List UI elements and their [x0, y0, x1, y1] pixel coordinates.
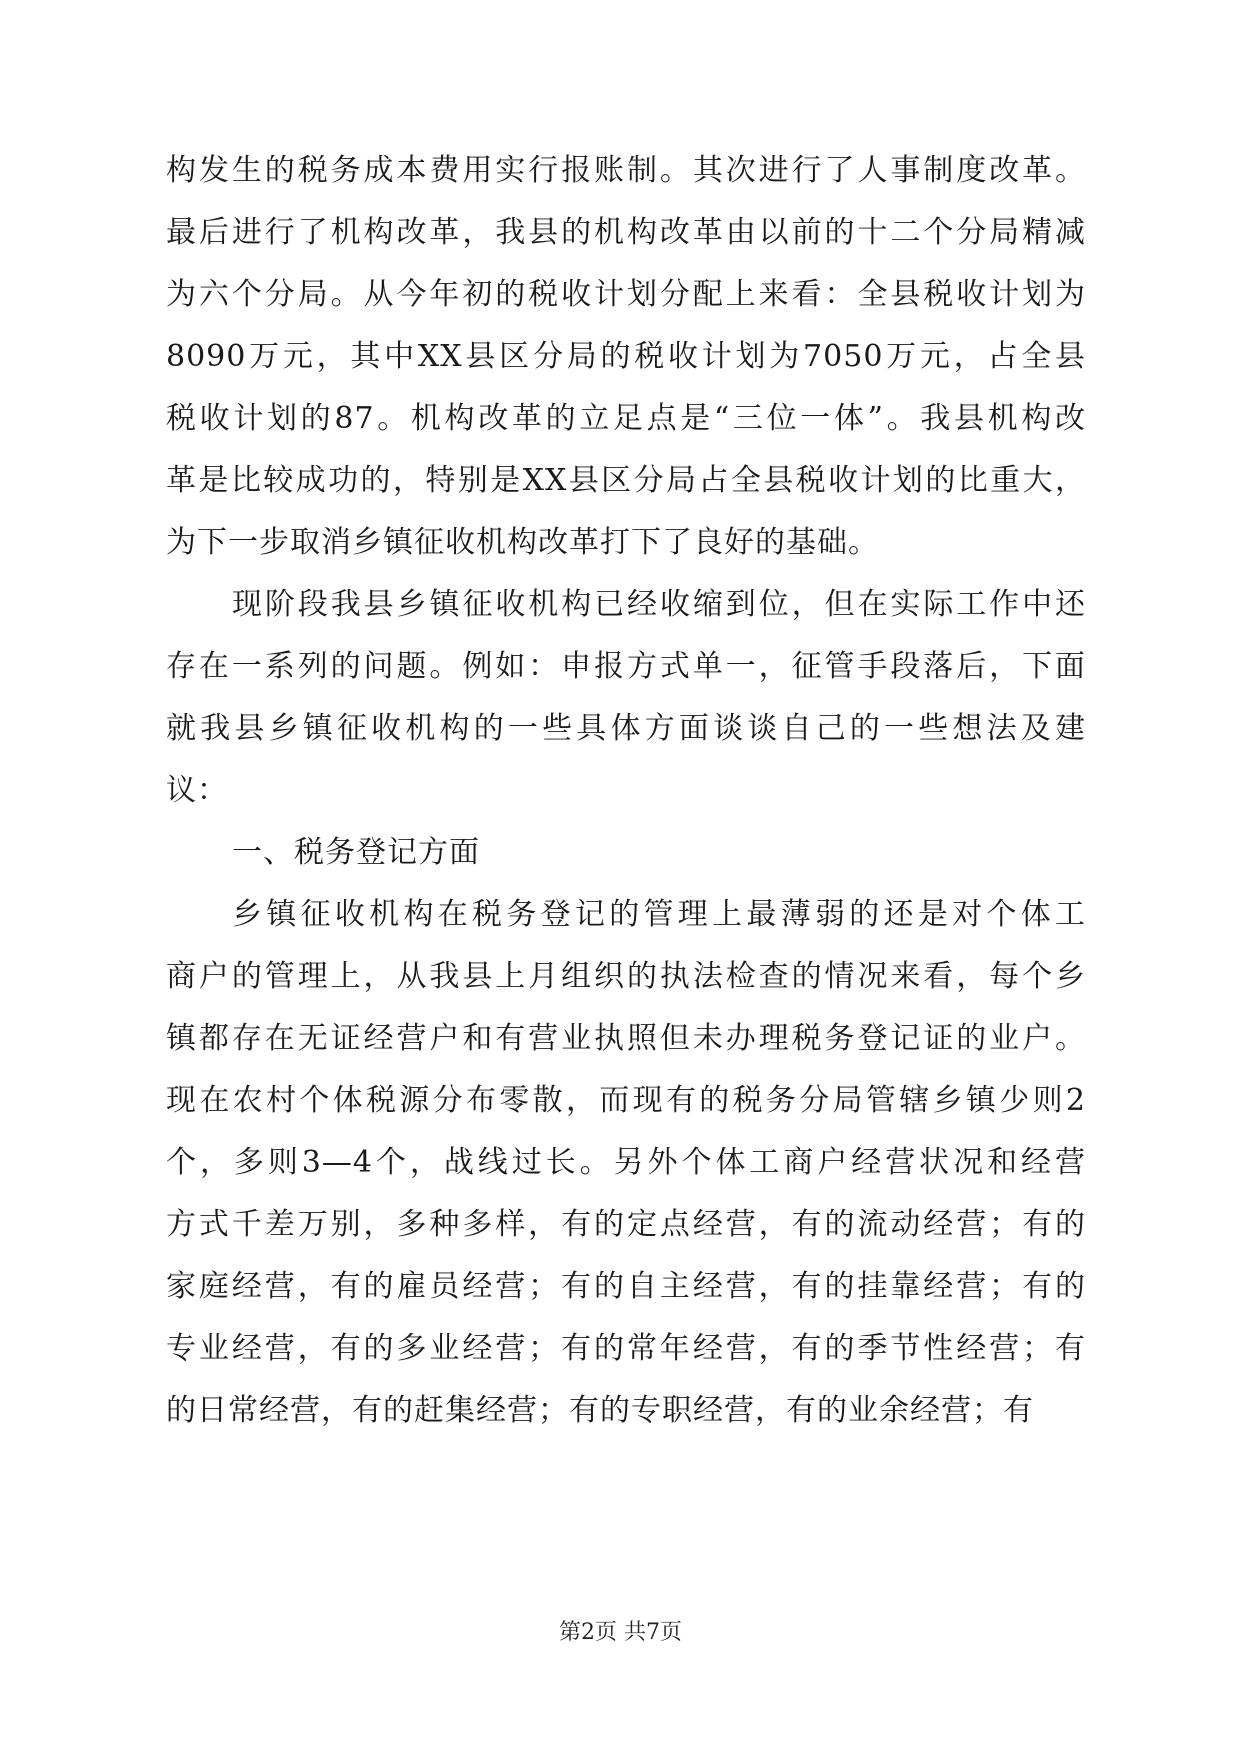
text-line: 为六个分局。从今年初的税收计划分配上来看：全县税收计划为	[166, 277, 1086, 312]
text-line: 镇都存在无证经营户和有营业执照但未办理税务登记证的业户。	[166, 1021, 1086, 1056]
text-line: 8090万元，其中XX县区分局的税收计划为7050万元，占全县	[166, 339, 1086, 374]
text-line: 一、税务登记方面	[232, 835, 480, 870]
paragraph	[166, 140, 1086, 574]
text-line: 现在农村个体税源分布零散，而现有的税务分局管辖乡镇少则2	[166, 1083, 1086, 1118]
text-line: 乡镇征收机构在税务登记的管理上最薄弱的还是对个体工	[232, 897, 1086, 932]
text-line: 个，多则3—4个，战线过长。另外个体工商户经营状况和经营	[166, 1145, 1086, 1180]
text-line: 构发生的税务成本费用实行报账制。其次进行了人事制度改革。	[166, 153, 1086, 188]
text-line: 议：	[166, 773, 228, 808]
text-line: 商户的管理上，从我县上月组织的执法检查的情况来看，每个乡	[166, 959, 1086, 994]
text-line: 为下一步取消乡镇征收机构改革打下了良好的基础。	[166, 525, 879, 560]
page-footer: 第2页 共7页	[559, 1620, 682, 1645]
paragraph	[166, 574, 1086, 822]
text-line: 就我县乡镇征收机构的一些具体方面谈谈自己的一些想法及建	[166, 711, 1086, 746]
text-line: 最后进行了机构改革，我县的机构改革由以前的十二个分局精减	[166, 215, 1086, 250]
text-line: 的日常经营，有的赶集经营；有的专职经营，有的业余经营；有	[166, 1393, 1034, 1428]
text-line: 家庭经营，有的雇员经营；有的自主经营，有的挂靠经营；有的	[166, 1269, 1086, 1304]
text-line: 革是比较成功的，特别是XX县区分局占全县税收计划的比重大，	[166, 463, 1086, 498]
text-line: 现阶段我县乡镇征收机构已经收缩到位，但在实际工作中还	[232, 587, 1086, 622]
paragraph	[166, 884, 1086, 1442]
text-line: 税收计划的87。机构改革的立足点是“三位一体”。我县机构改	[166, 401, 1086, 436]
document-body	[166, 140, 1086, 1442]
text-line: 专业经营，有的多业经营；有的常年经营，有的季节性经营；有	[166, 1331, 1086, 1366]
text-line: 方式千差万别，多种多样，有的定点经营，有的流动经营；有的	[166, 1207, 1086, 1242]
section-heading	[166, 822, 1086, 884]
text-line: 存在一系列的问题。例如：申报方式单一，征管手段落后，下面	[166, 649, 1086, 684]
